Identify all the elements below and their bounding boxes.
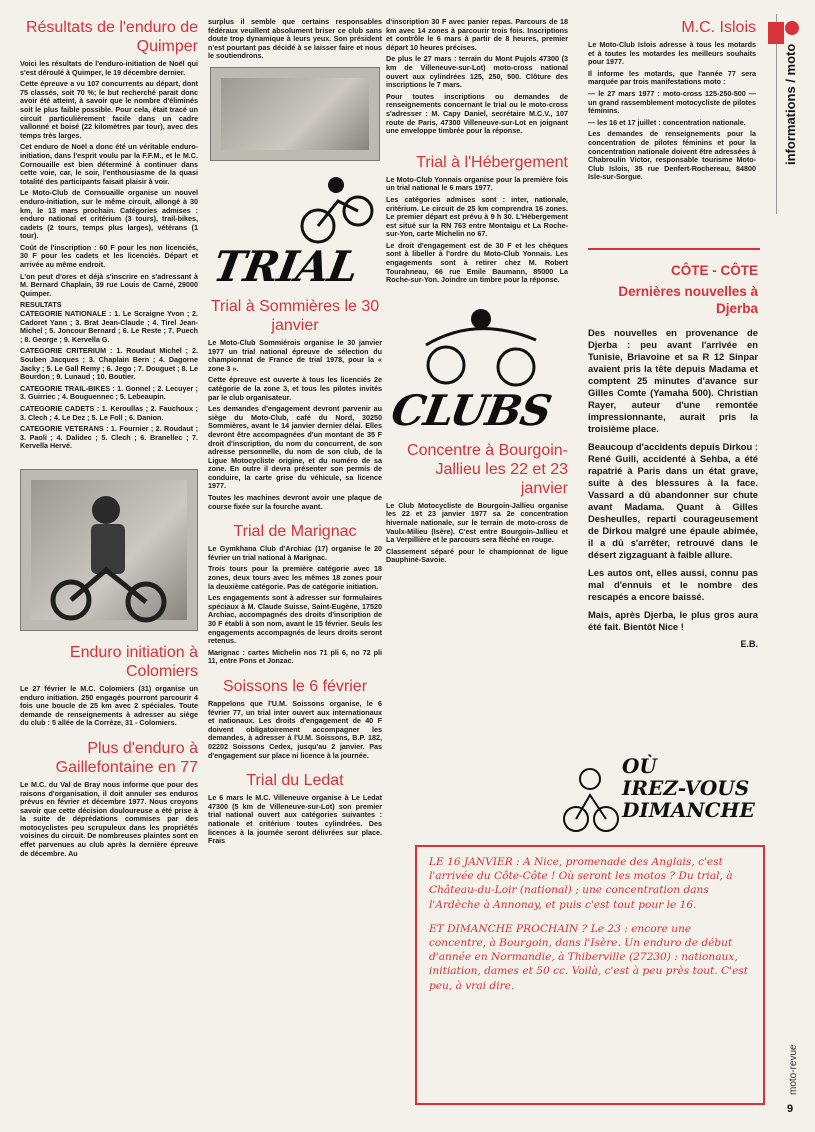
logo-line: IREZ-VOUS (622, 776, 750, 800)
contact-paragraph: Pour toutes inscriptions ou demandes de renseignements concernant le trial ou le moto-cross s'adresser : M. Capy Daniel, secrétaire M.C.V., 107 route de Paris, 47300 Villeneuve-sur-Lot en joignant une enveloppe timbrée pour la réponse. (386, 91, 568, 136)
trial-logo-text: TRIAL (209, 241, 362, 291)
results-heading: RESULTATS (20, 300, 62, 310)
trial-logo-illustration (208, 171, 378, 291)
logo-line: DIMANCHE (622, 798, 755, 822)
cote-cote-paragraph: Mais, après Djerba, le plus gros aura été fait. Bientôt Nice ! (588, 609, 758, 632)
cote-cote-paragraph: Les autos ont, elles aussi, connu pas mal d'ennuis et le nombre des rescapés a encore baissé. (588, 567, 758, 602)
publication-name: moto-revue (788, 1044, 799, 1095)
marignac-title: Trial de Marignac (233, 523, 357, 541)
marignac-paragraph: Trois tours pour la première catégorie avec 18 zones, deux tours avec les mêmes 18 zones pour la deuxième catégorie. Pas de catégorie initiation. (208, 564, 382, 591)
sommieres-paragraph: Les demandes d'engagement devront parvenir au siège du Moto-Club, café du Nord, 30250 Sommières, avant le 14 janvier dernier délai. Elles devront être accompagnées d'un montant de 35 F droit d'inscription, du nom du concurrent, de son adresse personnelle, du nom de son club, de la Ligue Motocycliste origine, et du numéro de sa zone. En outre il devra présenter son permis de conduire, la carte grise du véhicule, sa licence 1977. (208, 404, 382, 491)
results-trail-bikes: CATEGORIE TRAIL-BIKES : 1. Gonnel ; 2. Lecuyer ; 3. Guirriec ; 4. Bouguennec ; 5. Lebeaupin. (20, 383, 198, 402)
islois-paragraph: Il informe les motards, que l'année 77 sera marquée par trois manifestations moto : (588, 68, 756, 87)
section-title: informations / moto (783, 43, 798, 165)
continued-paragraph: surplus il semble que certains responsables fédéraux veuillent absolument briser ce club sans doute trop dynamique à leurs yeux. Son président n'est pourtant pas décidé à se laisser faire et nous le soutiendrons. (208, 18, 382, 61)
dimanche-paragraph: LE 16 JANVIER : A Nice, promenade des Anglais, c'est l'arrivée du Côte-Côte ! Où seront les motos ? Du trial, à Château-du-Loir (national) ; une concentration dans l'Ardèche à Annonay, et puis c'est tout pour le 16. (429, 856, 733, 911)
quimper-paragraph: Cette épreuve a vu 107 concurrents au départ, dont 75 classés, soit 70 %; le but recherché parait donc avoir été atteint, à savoir que le nombre d'éliminés soit le plus faible possible. Pour cela, était tracé un circuit particulièrement facile dans un cadre vallonné et boisé (22 kilomètres par tour), avec des temps très larges. (20, 79, 198, 140)
marignac-paragraph: Les engagements sont à adresser sur formulaires spéciaux à M. Claude Suisse, Saint-Eugène, 17520 Archiac, accompagnés des droits d'inscription de 30 F établi à son nom, avant le 15 février. Seuls les engagements accompagnés de leurs droits seront retenus. (208, 593, 382, 646)
quimper-paragraph: Cet enduro de Noël a donc été un véritable enduro-initiation, dans l'esprit voulu par la F.F.M., et le M.C. Cornouaille est bien déterminé à continuer dans cette voie, car, le soir, l'enthousiasme de la quasi totalité des participants faisait plaisir à voir. (20, 142, 198, 186)
gaillefontaine-paragraph: Le M.C. du Val de Bray nous informe que pour des raisons d'organisation, il doit annuler ses enduros prévus en février et décembre 1977. Nous croyons savoir que cette décision douloureuse a été prise à la suite de déprédations commises par des motocyclistes peu scrupuleux dans les propriétés voisines du circuit. De nombreuses plaintes sont en effet parvenues au club après la dernière épreuve de décembre. Au (20, 779, 198, 858)
cote-cote-paragraph: Beaucoup d'accidents depuis Dirkou : René Guili, accidenté à Sehba, a été rapatrié à Paris dans un état grave, suite à des blessures à la face. Vassard a dû abandonner sur chute avant Madama. Quant à Gilles Desheulles, reparti courageusement de Dirkou malgré une épaule abimée, il a dû s'arrêter, retrouvé dans le désert zigzaguant à faible allure. (588, 441, 758, 560)
hebergement-paragraph: Le droit d'engagement est de 30 F et les chèques sont à libeller à l'ordre du Moto-Club Yonnais. Les engagements sont à retirer chez M. Robert Tourahneau, 66 rue Emile Baumann, 85000 La Roche-sur-Yon. Joindre un timbre pour la réponse. (386, 240, 568, 285)
results-cadets: CATEGORIE CADETS : 1. Keroullas ; 2. Fauchoux ; 3. Clech ; 4. Le Dez ; 5. Le Foll ; 6. Danion. (20, 403, 198, 422)
bourgoin-paragraph: Classement séparé pour le championnat de ligue Dauphiné-Savoie. (386, 546, 568, 565)
sommieres-paragraph: Le Moto-Club Sommiérois organise le 30 janvier 1977 un trial national épreuve de sélection du championnat de France de trial 1978, pour la « zone 3 ». (208, 337, 382, 373)
hebergement-paragraph: Le Moto-Club Yonnais organise pour la première fois un trial national le 6 mars 1977. (386, 174, 568, 193)
colomiers-title: Enduro initiation à Colomiers (69, 643, 198, 680)
colomiers-paragraph: Le 27 février le M.C. Colomiers (31) organise un enduro initiation. 250 engagés pourront parcourir 4 fois une boucle de 25 km avec 2 spéciales. Toute demande de renseignements à adresser au siège du club : 5 allée de la Corrèze, 31 - Colomiers. (20, 683, 198, 728)
quimper-intro: Voici les résultats de l'enduro-initiation de Noël qui s'est déroulé à Quimper, le 19 décembre dernier. (20, 59, 198, 77)
quimper-paragraph: Le Moto-Club de Cornouaille organise un nouvel enduro-initiation, sur le même circuit, allongé à 30 km, le 13 mars prochain. Catégories admises : enduro national et critérium (3 tours), trail-bikes, cadets (2 tours, temps plus larges), vétérans (1 tour). (20, 188, 198, 241)
sommieres-paragraph: Toutes les machines devront avoir une plaque de course fixée sur la fourche avant. (208, 493, 382, 511)
bourgoin-paragraph: Le Club Motocycliste de Bourgoin-Jallieu organise les 22 et 23 janvier 1977 sa 2e concentration hivernale nationale, sur le terrain de moto-cross de Vaulx-Milieu (Isère). C'est entre Bourgoin-Jallieu et La Verpillière et le parcours sera fléché en rouge. (386, 500, 568, 545)
sommieres-paragraph: Cette épreuve est ouverte à tous les licenciés 2e catégorie de la zone 3, et tous les pilotes invités par le club organisateur. (208, 375, 382, 402)
quimper-title: Résultats de l'enduro de Quimper (25, 19, 198, 55)
cote-cote-paragraph: Des nouvelles en provenance de Djerba : peu avant l'arrivée en Tunisie, Briavoine et sa R 12 Sinpar avaient pris la tête depuis Madama et comptent 25 minutes d'avance sur Gilles Comte (Yamaha 500). Christian Rayer, auteur d'une remontée impressionnante, aurait pris la troisième place. (588, 327, 758, 434)
soissons-title: Soissons le 6 février (222, 677, 368, 695)
ledat-title: Trial du Ledat (246, 772, 344, 790)
hebergement-paragraph: Les catégories admises sont : inter, nationale, critérium. Le circuit de 25 km comprendra 16 zones. Le premier départ est prévu à 9 h 30. L'Hébergement est situé sur la RN 763 entre Montaigu et La Roche-sur-Yon, carte Michelin no 67. (386, 194, 568, 239)
islois-paragraph: Les demandes de renseignements pour la concentration de pilotes féminins et pour la concentration nationale doivent être adressées à Chabroulin Victor, responsable tourisme Moto-Club Islois, 35 rue Denfert-Rochereau, 84800 Isle-sur-Sorgue. (588, 129, 756, 182)
hebergement-title: Trial à l'Hébergement (416, 153, 568, 171)
bourgoin-title: Concentre à Bourgoin-Jallieu les 22 et 23 janvier (407, 441, 568, 497)
sommieres-title: Trial à Sommières le 30 janvier (210, 297, 380, 334)
marignac-paragraph: Marignac : cartes Michelin nos 71 pli 6, no 72 pli 11, entre Pons et Jonzac. (208, 647, 382, 666)
dimanche-paragraph: ET DIMANCHE PROCHAIN ? Le 23 : encore une concentre, à Bourgoin, dans l'Isère. Un enduro de début d'année en Normandie, à Thiberville (27230) : nationaux, initiation, dames et 50 cc. Voilà, c'est à peu près tout. C'est peu, à vrai dire. (429, 922, 749, 992)
column-2 (208, 18, 382, 1118)
logo-line: OÙ (622, 754, 657, 778)
clubs-logo-illustration (386, 295, 566, 435)
gaillefontaine-title: Plus d'enduro à Gaillefontaine en 77 (55, 739, 198, 776)
column-1 (20, 18, 198, 1118)
cote-cote-kicker: CÔTE - CÔTE (671, 263, 758, 278)
soissons-paragraph: Rappelons que l'U.M. Soissons organise, le 6 février 77, un trial inter ouvert aux internationaux et nationaux. Les droits d'engagement de 40 F doivent obligatoirement accompagner les demandes, à adresser à l'U.M. Soissons, B.P. 182, 02202 Soissons Cedex, jusqu'au 2 janvier. Pas d'engagement sur place ni licence à la journée. (208, 698, 382, 760)
islois-paragraph: — le 27 mars 1977 : moto-cross 125-250-500 — un grand rassemblement motocycliste de pilotes féminins. (588, 88, 756, 116)
quimper-paragraph: L'on peut d'ores et déjà s'inscrire en s'adressant à M. Bernard Chaplain, 39 rue Louis de Carné, 29000 Quimper. (20, 271, 198, 298)
results-criterium: CATEGORIE CRITERIUM : 1. Roudaut Michel ; 2. Souben Jacques ; 3. Chaplain Bern ; 4. Dagorne Jacky ; 5. Le Gall Remy ; 6. Jego ; 7. Douguet ; 8. Le Bourdon ; 9. Lunaud ; 10. Boutier. (20, 346, 198, 382)
islois-paragraph: — les 16 et 17 juillet : concentration nationale. (588, 117, 746, 127)
mont-pujols-paragraph: De plus le 27 mars : terrain du Mont Pujols 47300 (3 km de Villeneuve-sur-Lot) moto-cross national ouvert aux cylindrées 125, 250, 500. Clôture des inscriptions le 7 mars. (386, 54, 568, 90)
cote-cote-title: Dernières nouvelles à Djerba (618, 284, 758, 316)
results-veterans: CATEGORIE VETERANS : 1. Fournier ; 2. Roudaut ; 3. Paoli ; 4. Dalidec ; 5. Clech ; 6. Branellec ; 7. Kervella Hervé. (20, 424, 198, 451)
trial-photo (210, 67, 380, 161)
continued-paragraph: d'inscription 30 F avec panier repas. Parcours de 18 km avec 14 zones à parcourir trois fois. Inscriptions et contrôle le 6 mars à partir de 8 heures, premier départ 10 heures précises. (386, 18, 568, 52)
islois-paragraph: Le Moto-Club Islois adresse à tous les motards et à toutes les motardes les meilleurs souhaits pour 1977. (588, 40, 756, 67)
ledat-paragraph: Le 6 mars le M.C. Villeneuve organise à Le Ledat 47300 (5 km de Villeneuve-sur-Lot) son premier trial national ouvert aux catégories suivantes : nationale et critérium toutes cylindrées. Des licences à la journée seront délivrées sur place. Frais (208, 793, 382, 846)
results-nationale: CATEGORIE NATIONALE : 1. Le Scraigne Yvon ; 2. Cadoret Yann ; 3. Brat Jean-Claude ; 4. Tirel Jean-Michel ; 5. Joncour Bernard ; 6. Le Reste ; 7. Puech ; 8. George ; 9. Kervella G. (20, 309, 198, 344)
islois-title: M.C. Islois (681, 19, 756, 36)
quimper-paragraph: Coût de l'inscription : 60 F pour les non licenciés, 30 F pour les cadets et les licenciés. Départ et arrivée au même endroit. (20, 242, 198, 270)
page-number: 9 (787, 1103, 794, 1115)
dimanche-logo-text (622, 755, 755, 821)
motorcyclist-icon (560, 765, 620, 835)
cote-cote-article (588, 262, 758, 649)
enduro-photo (20, 469, 198, 631)
clubs-logo-text: CLUBS (387, 385, 555, 435)
marignac-paragraph: Le Gymkhana Club d'Archiac (17) organise le 20 février un trial national à Marignac. (208, 544, 382, 562)
rider-silhouette-icon (21, 470, 197, 630)
dimanche-box (415, 845, 765, 1105)
divider (588, 248, 760, 250)
dimanche-logo (560, 754, 755, 843)
author-signature: E.B. (740, 639, 758, 649)
